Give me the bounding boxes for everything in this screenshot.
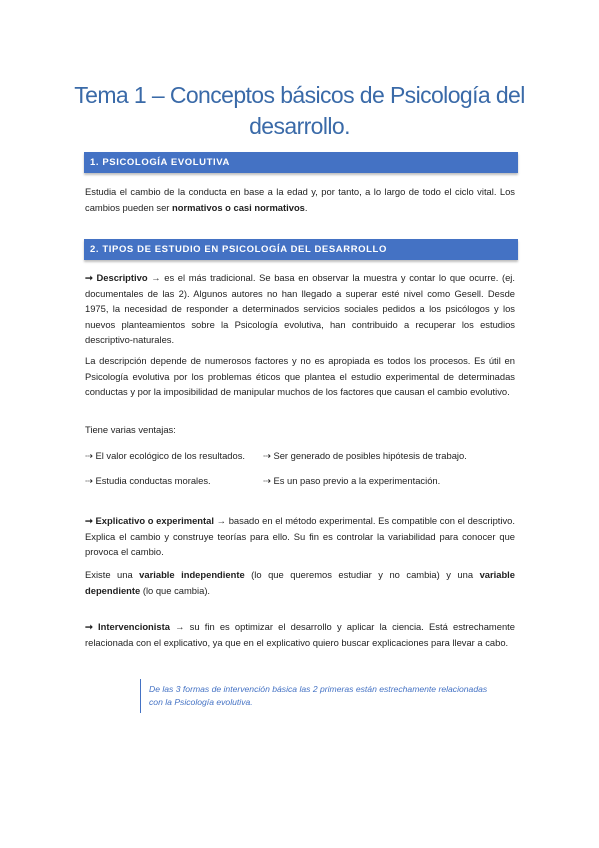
section-heading-psicologia-evolutiva: 1. PSICOLOGÍA EVOLUTIVA — [84, 152, 518, 173]
right-arrow-icon: ➞ — [85, 621, 93, 632]
quote-note: De las 3 formas de intervención básica las 2 primeras están estrechamente relacionadas con la Psicología evolutiva. — [140, 679, 488, 713]
ventajas-intro: Tiene varias ventajas: — [85, 424, 176, 435]
right-arrow-icon: ➞ — [85, 272, 93, 283]
descripcion-paragraph: La descripción depende de numerosos factores y no es apropiada es todos los procesos. Es útil en Psicología evolutiva por los problemas éticos que plantea el estudio experimental de determinadas conductas y por la imposibilidad de manipular muchos de los factores que causan el cambio evolutivo. — [85, 355, 515, 397]
normativos-bold: normativos o casi normativos — [172, 201, 305, 213]
section-heading-tipos-de-estudio: 2. TIPOS DE ESTUDIO EN PSICOLOGÍA DEL DESARROLLO — [84, 239, 518, 260]
ventaja-item: ⇢ Estudia conductas morales. — [85, 475, 211, 486]
right-arrow-icon: ➞ — [85, 515, 93, 526]
descriptivo-label: Descriptivo — [96, 272, 148, 283]
variable-independiente-bold: variable independiente — [139, 569, 245, 580]
intervencionista-paragraph: ➞ Intervencionista → su fin es optimizar el desarrollo y aplicar la ciencia. Está estrechamente relacionada con el explicativo, ya que en el explicativo quiero buscar explicaciones para llevar a cabo. — [85, 621, 515, 648]
ventaja-item: ⇢ Es un paso previo a la experimentación. — [263, 475, 441, 486]
intervencionista-label: Intervencionista — [98, 621, 170, 632]
explicativo-label: Explicativo o experimental — [95, 515, 214, 526]
document-title: Tema 1 – Conceptos básicos de Psicología del desarrollo. — [74, 82, 525, 139]
descriptivo-paragraph: ➞ Descriptivo → es el más tradicional. Se basa en observar la muestra y contar lo que ocurre. (ej. documentales de las 2). Algunos autores no han llegado a superar esté nivel como Gesell. Desde 1975, la necesidad de responder a determinados servicios sociales pedidos a los psicólogos y los nuevos planteamientos sobre la Psicología evolutiva, han contribuido a recuperar los estudios descriptivo-naturales. — [85, 272, 515, 345]
variables-paragraph: Existe una variable independiente (lo que queremos estudiar y no cambia) y una variable dependiente (lo que cambia). — [85, 569, 516, 596]
ventaja-item: ⇢ El valor ecológico de los resultados. — [85, 450, 246, 461]
variable-dependiente-bold: variable dependiente — [85, 569, 516, 596]
section1-paragraph: Estudia el cambio de la conducta en base a la edad y, por tanto, a lo largo de todo el ciclo vital. Los cambios pueden ser normativos o casi normativos. — [85, 186, 515, 213]
explicativo-paragraph: ➞ Explicativo o experimental → basado en el método experimental. Es compatible con el descriptivo. Explica el cambio y construye teorías para ello. Su fin es controlar la variabilidad para conocer que provoca el cambio. — [85, 515, 515, 557]
ventaja-item: ⇢ Ser generado de posibles hipótesis de trabajo. — [263, 450, 467, 461]
